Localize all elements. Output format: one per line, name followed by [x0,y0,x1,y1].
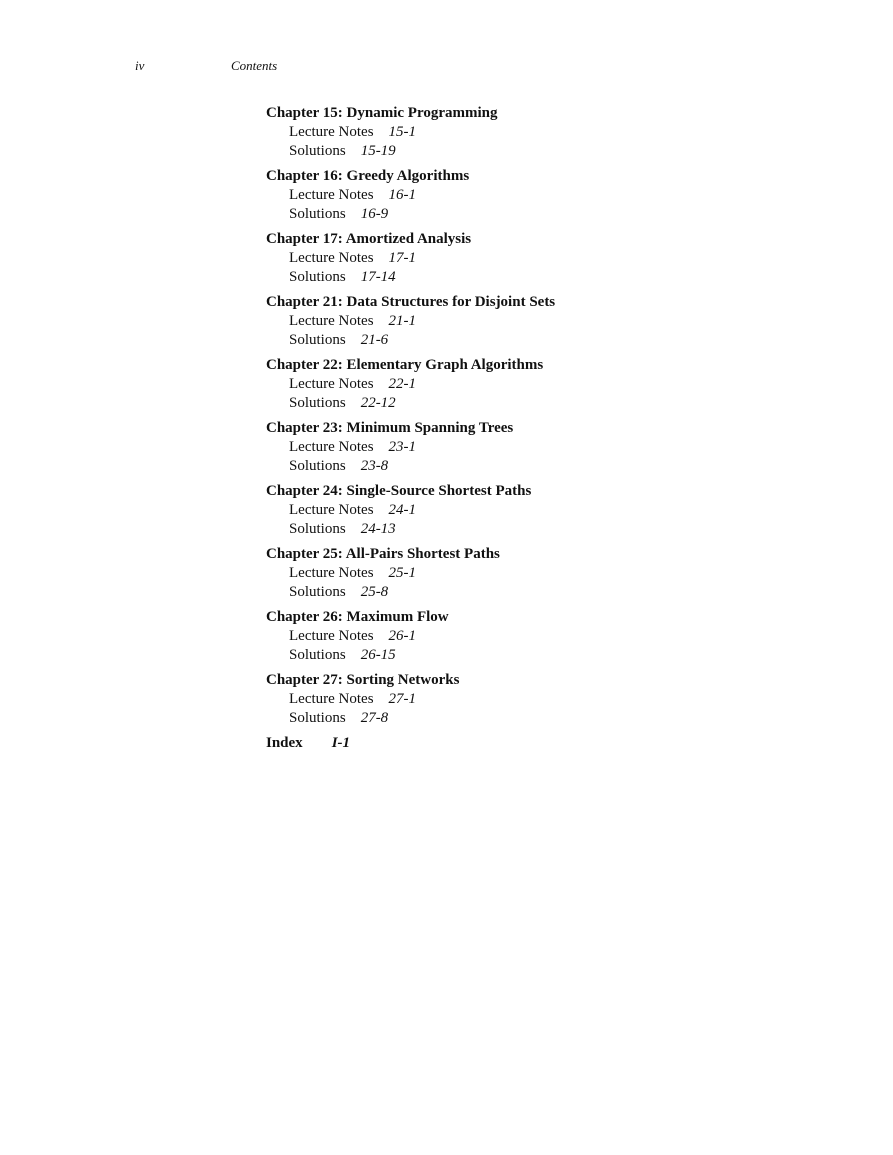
solutions-entry[interactable] [266,268,826,287]
entry-page: 21-6 [360,332,389,348]
toc-chapter [266,545,826,602]
entry-page: 15-19 [360,143,396,159]
entry-label: Lecture Notes [289,628,374,644]
chapter-title[interactable]: Chapter 25: All-Pairs Shortest Paths [266,546,500,562]
lecture-notes-entry[interactable] [266,627,826,646]
entry-page: 24-13 [360,521,396,537]
toc-chapter [266,356,826,413]
entry-page: 23-1 [388,439,417,455]
entry-label: Solutions [289,206,346,222]
solutions-entry[interactable] [266,394,826,413]
toc-chapter [266,167,826,224]
lecture-notes-entry[interactable] [266,312,826,331]
page-number: iv [135,58,145,73]
lecture-notes-entry[interactable] [266,249,826,268]
entry-label: Lecture Notes [289,124,374,140]
entry-label: Solutions [289,458,346,474]
entry-page: 23-8 [360,458,389,474]
chapter-title[interactable]: Chapter 17: Amortized Analysis [266,231,472,247]
entry-page: 25-8 [360,584,389,600]
entry-label: Lecture Notes [289,565,374,581]
chapter-title[interactable]: Chapter 27: Sorting Networks [266,672,460,688]
entry-label: Lecture Notes [289,502,374,518]
entry-label: Lecture Notes [289,313,374,329]
chapter-title[interactable]: Chapter 15: Dynamic Programming [266,105,498,121]
toc-chapter [266,419,826,476]
solutions-entry[interactable] [266,583,826,602]
solutions-entry[interactable] [266,142,826,161]
entry-page: 26-1 [388,628,417,644]
entry-page: 27-8 [360,710,389,726]
entry-page: 22-12 [360,395,396,411]
entry-label: Lecture Notes [289,439,374,455]
index-page: I-1 [331,735,351,751]
entry-page: 16-1 [388,187,417,203]
toc-chapter [266,230,826,287]
lecture-notes-entry[interactable] [266,564,826,583]
entry-page: 22-1 [388,376,417,392]
entry-page: 25-1 [388,565,417,581]
index-label: Index [266,735,303,751]
entry-label: Solutions [289,521,346,537]
entry-page: 16-9 [360,206,389,222]
solutions-entry[interactable] [266,646,826,665]
entry-page: 24-1 [388,502,417,518]
solutions-entry[interactable] [266,331,826,350]
chapter-title[interactable]: Chapter 24: Single-Source Shortest Paths [266,483,532,499]
lecture-notes-entry[interactable] [266,375,826,394]
lecture-notes-entry[interactable] [266,690,826,709]
entry-label: Lecture Notes [289,691,374,707]
lecture-notes-entry[interactable] [266,501,826,520]
entry-page: 17-1 [388,250,417,266]
solutions-entry[interactable] [266,709,826,728]
solutions-entry[interactable] [266,520,826,539]
chapter-title[interactable]: Chapter 23: Minimum Spanning Trees [266,420,514,436]
chapter-title[interactable]: Chapter 16: Greedy Algorithms [266,168,470,184]
entry-label: Lecture Notes [289,376,374,392]
table-of-contents [266,104,826,753]
solutions-entry[interactable] [266,205,826,224]
solutions-entry[interactable] [266,457,826,476]
entry-page: 27-1 [388,691,417,707]
entry-label: Solutions [289,332,346,348]
index-entry[interactable] [266,734,826,753]
lecture-notes-entry[interactable] [266,438,826,457]
entry-label: Solutions [289,269,346,285]
entry-label: Lecture Notes [289,250,374,266]
entry-label: Solutions [289,143,346,159]
entry-page: 15-1 [388,124,417,140]
entry-label: Solutions [289,584,346,600]
toc-chapter [266,671,826,728]
toc-chapter [266,104,826,161]
entry-label: Solutions [289,395,346,411]
lecture-notes-entry[interactable] [266,186,826,205]
entry-page: 26-15 [360,647,396,663]
lecture-notes-entry[interactable] [266,123,826,142]
chapter-title[interactable]: Chapter 26: Maximum Flow [266,609,449,625]
entry-label: Solutions [289,710,346,726]
entry-page: 17-14 [360,269,396,285]
chapter-title[interactable]: Chapter 22: Elementary Graph Algorithms [266,357,544,373]
running-head [0,58,893,76]
toc-chapter [266,608,826,665]
toc-chapter [266,482,826,539]
toc-chapter [266,293,826,350]
entry-label: Lecture Notes [289,187,374,203]
section-title: Contents [231,58,278,73]
entry-page: 21-1 [388,313,417,329]
chapter-title[interactable]: Chapter 21: Data Structures for Disjoint Sets [266,294,556,310]
entry-label: Solutions [289,647,346,663]
